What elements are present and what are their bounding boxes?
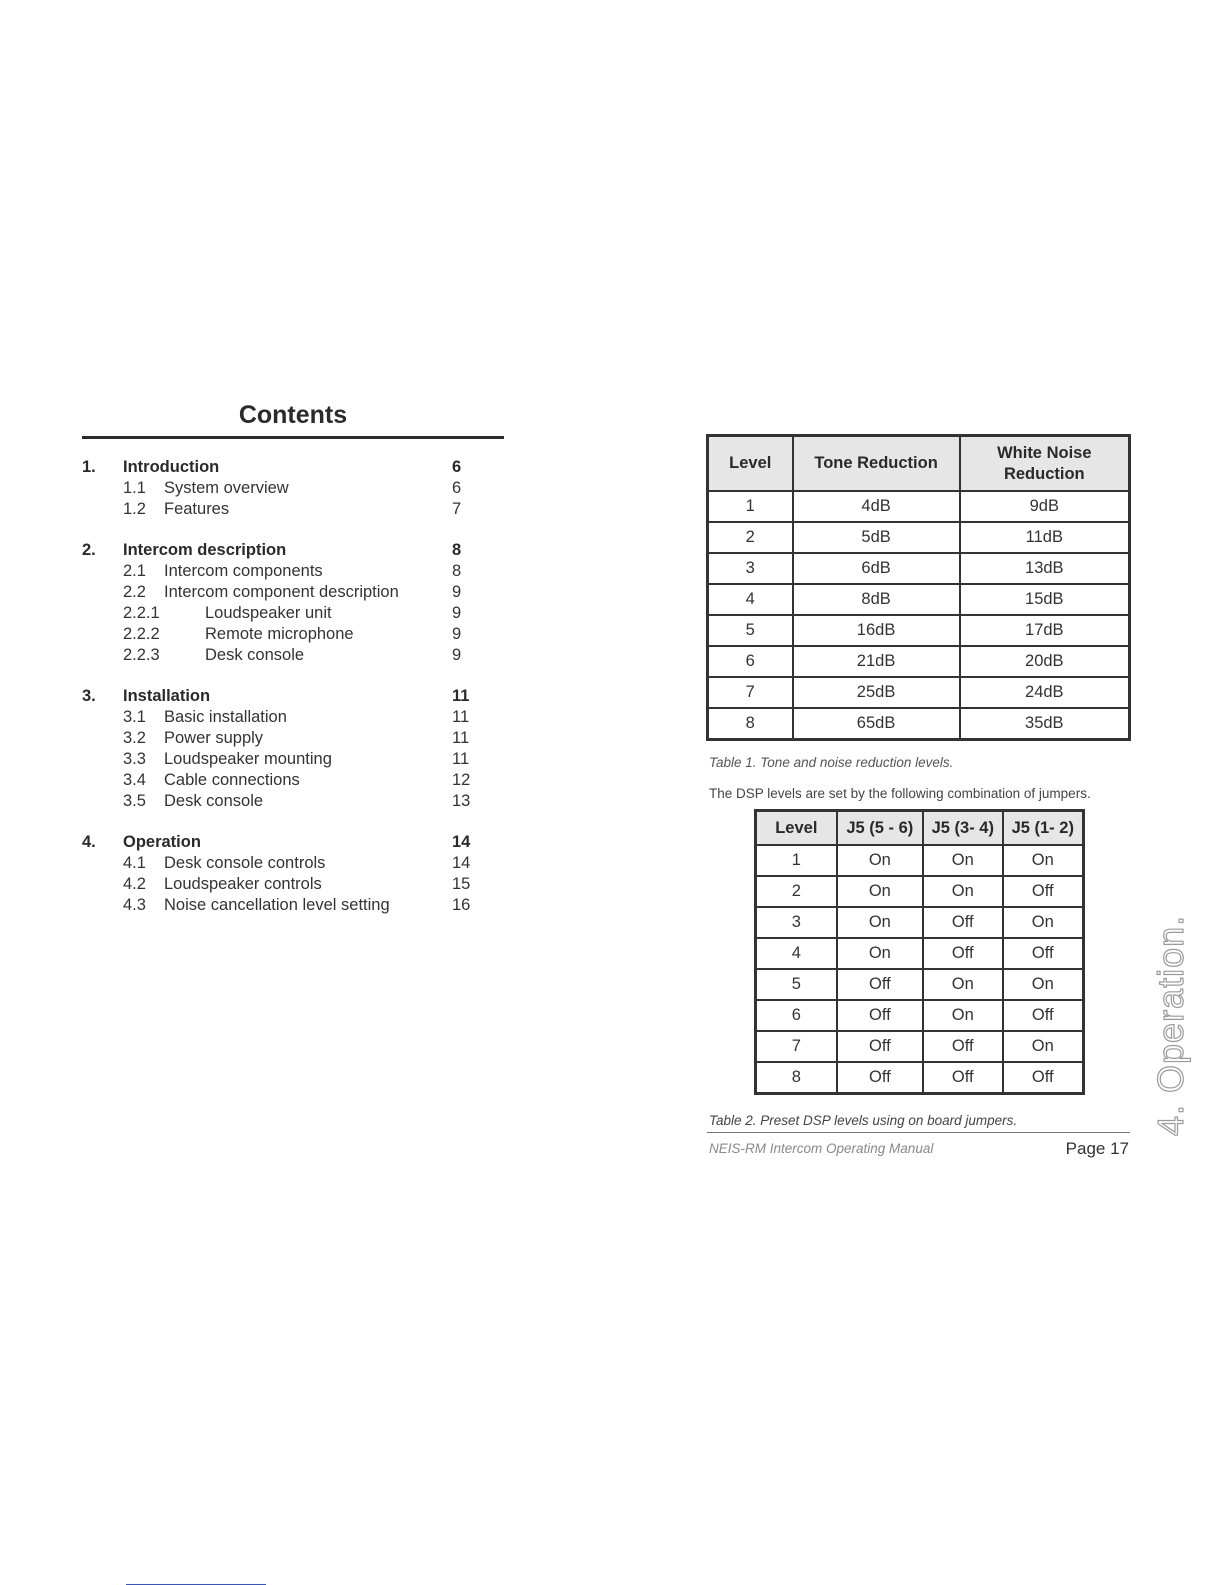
table-cell: Off: [837, 1062, 923, 1093]
toc-item-number: 3.3: [123, 750, 146, 768]
toc-item-page: 9: [452, 604, 462, 622]
toc-chapter-page: 8: [452, 541, 462, 559]
toc-item-page: 14: [452, 854, 471, 872]
table-cell: 2: [756, 876, 837, 907]
table-row: [708, 646, 1129, 677]
table-cell: On: [1003, 1031, 1083, 1062]
table-cell: Off: [1003, 1000, 1083, 1031]
table-cell: 6: [756, 1000, 837, 1031]
toc-item-title: Loudspeaker unit: [205, 604, 332, 622]
toc-chapter-page: 11: [452, 687, 470, 705]
toc-item-number: 3.5: [123, 792, 146, 810]
toc-item-row: [82, 561, 504, 582]
toc-item-title: Desk console: [164, 792, 264, 810]
table-cell: 8dB: [793, 584, 960, 615]
toc-chapter-number: 1.: [82, 458, 96, 476]
table-row: [756, 1000, 1083, 1031]
table-cell: 9dB: [960, 491, 1129, 522]
table-cell: On: [923, 876, 1002, 907]
toc-item-title: Loudspeaker controls: [164, 875, 322, 893]
toc-chapter-number: 2.: [82, 541, 96, 559]
footer-manual-title: NEIS-RM Intercom Operating Manual: [709, 1141, 934, 1156]
toc-item-page: 11: [452, 750, 470, 768]
toc-item-row: [82, 603, 504, 624]
tone-noise-reduction-table: [707, 435, 1130, 740]
chapter-side-tab: 4. Operation.: [1150, 914, 1191, 1136]
contents-list: [82, 457, 504, 916]
table-row: [756, 938, 1083, 969]
table-cell: Off: [1003, 876, 1083, 907]
toc-item-page: 15: [452, 875, 471, 893]
toc-chapter-row: [82, 832, 504, 853]
toc-item-title: Cable connections: [164, 771, 300, 789]
table-cell: 15dB: [960, 584, 1129, 615]
toc-item-number: 3.4: [123, 771, 146, 789]
toc-item-row: [82, 582, 504, 603]
toc-chapter-title: Installation: [123, 687, 211, 705]
table-row: [708, 522, 1129, 553]
header-white-noise-reduction: White Noise Reduction: [960, 436, 1129, 491]
table-cell: 11dB: [960, 522, 1129, 553]
toc-item-page: 12: [452, 771, 471, 789]
toc-item-number: 1.2: [123, 500, 146, 518]
table-cell: 4dB: [793, 491, 960, 522]
table-row: [756, 1062, 1083, 1093]
table-cell: Off: [923, 1031, 1002, 1062]
table-cell: 5dB: [793, 522, 960, 553]
dsp-jumper-table: [755, 810, 1084, 1094]
table-header-row: [756, 811, 1083, 845]
toc-item-title: System overview: [164, 479, 289, 497]
toc-item-row: [82, 874, 504, 895]
toc-item-row: [82, 728, 504, 749]
table-cell: 2: [708, 522, 793, 553]
table-cell: 7: [708, 677, 793, 708]
table1-caption: Table 1. Tone and noise reduction levels.: [709, 755, 954, 770]
toc-chapter-title: Operation: [123, 833, 201, 851]
table-cell: 17dB: [960, 615, 1129, 646]
toc-chapter-title: Intercom description: [123, 541, 287, 559]
table-cell: On: [923, 1000, 1002, 1031]
table-cell: Off: [837, 1000, 923, 1031]
toc-item-number: 4.3: [123, 896, 146, 914]
toc-item-page: 11: [452, 729, 470, 747]
table-of-contents: [82, 398, 504, 916]
toc-chapter-row: [82, 686, 504, 707]
toc-item-page: 6: [452, 479, 462, 497]
header-j5-1-2: J5 (1- 2): [1003, 811, 1083, 845]
table-cell: On: [1003, 969, 1083, 1000]
toc-item-page: 9: [452, 625, 462, 643]
toc-item-number: 2.2.2: [123, 625, 160, 643]
toc-item-number: 4.1: [123, 854, 146, 872]
footer-divider: [707, 1132, 1130, 1133]
table-cell: 7: [756, 1031, 837, 1062]
toc-item-page: 7: [452, 500, 462, 518]
toc-item-title: Intercom components: [164, 562, 323, 580]
table-row: [708, 677, 1129, 708]
table-cell: Off: [837, 969, 923, 1000]
toc-section: [82, 686, 504, 812]
toc-item-page: 13: [452, 792, 471, 810]
footer-page-number: Page 17: [1065, 1139, 1129, 1158]
toc-item-number: 2.1: [123, 562, 146, 580]
table-cell: 24dB: [960, 677, 1129, 708]
toc-item-number: 4.2: [123, 875, 146, 893]
toc-item-title: Features: [164, 500, 230, 518]
toc-item-page: 11: [452, 708, 470, 726]
table-cell: 4: [708, 584, 793, 615]
table-cell: 3: [756, 907, 837, 938]
table-cell: Off: [1003, 1062, 1083, 1093]
toc-item-title: Basic installation: [164, 708, 287, 726]
table-cell: 1: [708, 491, 793, 522]
header-j5-3-4: J5 (3- 4): [923, 811, 1002, 845]
table-cell: 5: [756, 969, 837, 1000]
dsp-intro-text: The DSP levels are set by the following combination of jumpers.: [709, 786, 1091, 801]
toc-chapter-number: 4.: [82, 833, 96, 851]
toc-chapter-page: 6: [452, 458, 462, 476]
table-cell: 8: [756, 1062, 837, 1093]
table-cell: Off: [923, 1062, 1002, 1093]
contents-title: Contents: [238, 401, 348, 429]
table-cell: Off: [923, 938, 1002, 969]
header-j5-5-6: J5 (5 - 6): [837, 811, 923, 845]
table-cell: On: [1003, 845, 1083, 876]
table-row: [708, 708, 1129, 739]
table-cell: On: [837, 876, 923, 907]
toc-chapter-row: [82, 540, 504, 561]
table-cell: 6dB: [793, 553, 960, 584]
toc-item-row: [82, 624, 504, 645]
toc-chapter-page: 14: [452, 833, 471, 851]
table-row: [708, 553, 1129, 584]
table-row: [708, 584, 1129, 615]
toc-item-number: 2.2: [123, 583, 146, 601]
toc-item-number: 1.1: [123, 479, 146, 497]
toc-section: [82, 832, 504, 916]
table-cell: On: [837, 938, 923, 969]
table-row: [756, 876, 1083, 907]
toc-item-title: Intercom component description: [164, 583, 399, 601]
toc-item-title: Loudspeaker mounting: [164, 750, 332, 768]
table-cell: 3: [708, 553, 793, 584]
table-cell: 65dB: [793, 708, 960, 739]
table2-caption: Table 2. Preset DSP levels using on board jumpers.: [709, 1113, 1018, 1128]
toc-item-row: [82, 707, 504, 728]
toc-item-number: 3.1: [123, 708, 146, 726]
table-cell: Off: [1003, 938, 1083, 969]
table-row: [756, 845, 1083, 876]
toc-item-page: 16: [452, 896, 471, 914]
toc-item-row: [82, 499, 504, 520]
toc-item-number: 2.2.1: [123, 604, 160, 622]
table-cell: 35dB: [960, 708, 1129, 739]
toc-item-row: [82, 645, 504, 666]
table-cell: 1: [756, 845, 837, 876]
table-cell: 16dB: [793, 615, 960, 646]
toc-item-row: [82, 791, 504, 812]
toc-item-title: Desk console controls: [164, 854, 326, 872]
table-cell: On: [923, 969, 1002, 1000]
table-cell: On: [837, 845, 923, 876]
contents-divider: [82, 436, 504, 439]
toc-section: [82, 540, 504, 666]
table-cell: 20dB: [960, 646, 1129, 677]
header-level: Level: [756, 811, 837, 845]
table-cell: 5: [708, 615, 793, 646]
table-cell: 13dB: [960, 553, 1129, 584]
toc-chapter-row: [82, 457, 504, 478]
table-row: [756, 1031, 1083, 1062]
toc-item-number: 2.2.3: [123, 646, 160, 664]
table-cell: On: [923, 845, 1002, 876]
table-cell: 21dB: [793, 646, 960, 677]
toc-item-title: Desk console: [205, 646, 305, 664]
toc-chapter-number: 3.: [82, 687, 96, 705]
table-cell: 25dB: [793, 677, 960, 708]
toc-chapter-title: Introduction: [123, 458, 220, 476]
table-header-row: [708, 436, 1129, 491]
table-cell: 4: [756, 938, 837, 969]
table-cell: Off: [837, 1031, 923, 1062]
toc-item-row: [82, 749, 504, 770]
table-cell: 6: [708, 646, 793, 677]
toc-item-title: Power supply: [164, 729, 264, 747]
toc-item-number: 3.2: [123, 729, 146, 747]
toc-item-title: Remote microphone: [205, 625, 354, 643]
toc-item-page: 8: [452, 562, 462, 580]
table-cell: On: [837, 907, 923, 938]
table-cell: Off: [923, 907, 1002, 938]
table-row: [708, 491, 1129, 522]
header-level: Level: [708, 436, 793, 491]
toc-item-title: Noise cancellation level setting: [164, 896, 390, 914]
table-row: [756, 969, 1083, 1000]
table-cell: On: [1003, 907, 1083, 938]
header-tone-reduction: Tone Reduction: [793, 436, 960, 491]
table-cell: 8: [708, 708, 793, 739]
toc-item-row: [82, 853, 504, 874]
toc-item-row: [82, 478, 504, 499]
toc-item-page: 9: [452, 646, 462, 664]
table-row: [756, 907, 1083, 938]
toc-item-row: [82, 770, 504, 791]
toc-section: [82, 457, 504, 520]
table-row: [708, 615, 1129, 646]
toc-item-page: 9: [452, 583, 462, 601]
toc-item-row: [82, 895, 504, 916]
